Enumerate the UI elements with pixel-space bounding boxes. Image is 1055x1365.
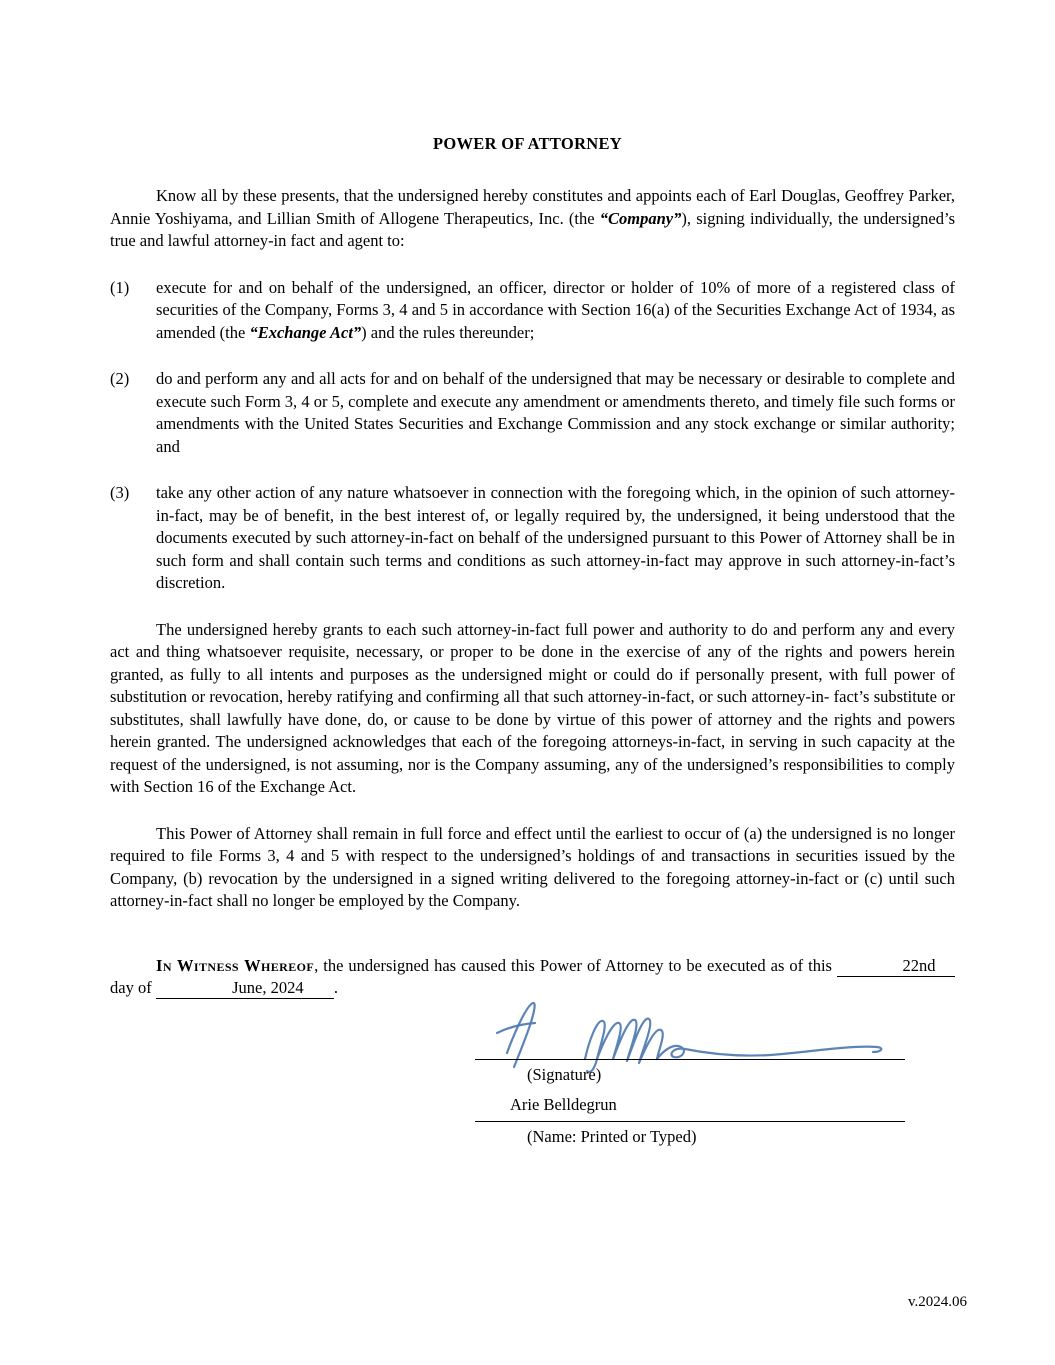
signature-line: [475, 1059, 905, 1060]
item-1-segment-cont: ) and the rules thereunder;: [361, 322, 535, 342]
item-number-3: (3): [110, 483, 130, 502]
witness-between-text: day of: [110, 978, 152, 997]
signature-block: [475, 995, 905, 1160]
date-value: June, 2024: [232, 978, 304, 997]
intro-text: Know all by these presents, that the undersigned hereby constitutes and appoints each of Earl Douglas, Geoffrey Parker, Annie Yoshiyama, and Lillian Smith of Allogene Therapeutics, Inc. (the: [110, 186, 955, 228]
item-text-3: take any other action of any nature whatsoever in connection with the foregoing which, in the opinion of such attorney-in-fact, may be of benefit, in the best interest of, or legally required by, the undersigned, it being understood that the documents executed by such attorney-in-fact on behalf of the undersigned pursuant to this Power of Attorney shall be in such form and shall contain such terms and conditions as such attorney-in-fact may approve in such attorney-in-fact’s discretion.: [156, 483, 955, 592]
duration-paragraph: This Power of Attorney shall remain in full force and effect until the earliest to occur of (a) the undersigned is no longer required to file Forms 3, 4 and 5 with respect to the undersigned’s holdings of and transactions in securities issued by the Company, (b) revocation by the undersigned in a signed writing delivered to the foregoing attorney-in-fact or (c) until such attorney-in-fact shall no longer be employed by the Company.: [110, 823, 955, 910]
grant-paragraph: The undersigned hereby grants to each such attorney-in-fact full power and authority to do and perform any and every act and thing whatsoever requisite, necessary, or proper to be done in the exercise of any of the rights and powers herein granted, as fully to all intents and purposes as the undersigned might or could do if personally present, with full power of substitution or revocation, hereby ratifying and confirming all that such attorney-in-fact, or such attorney-in- fact’s substitute or substitutes, shall lawfully have done, do, or cause to be done by virtue of this power of attorney and the rights and powers herein granted. The undersigned acknowledges that each of the foregoing attorneys-in-fact, in serving in such capacity at the request of the undersigned, is not assuming, nor is the Company assuming, any of the undersigned’s responsibilities to comply with Section 16 of the Exchange Act.: [110, 619, 955, 796]
witness-period: .: [333, 978, 338, 997]
document-body: [110, 185, 955, 1000]
witness-paragraph: [110, 955, 955, 1000]
date-field: [156, 978, 334, 999]
item-text-1: [156, 277, 955, 345]
version-label: v.2024.06: [907, 1294, 967, 1310]
list-item-2: [110, 368, 955, 458]
printed-name-caption: (Name: Printed or Typed): [527, 1127, 697, 1146]
item-1-segment: execute for and on behalf of the undersigned, an officer, director or holder of 10% of more of a registered class of securities of the Company, Forms 3, 4 and 5 in accordance with Section 16(a) of the Securities Exchange Act of 1934, as amended (the: [156, 277, 955, 342]
day-field: [837, 956, 955, 977]
company-term: “Company”: [599, 208, 682, 228]
item-text-2: do and perform any and all acts for and on behalf of the undersigned that may be necessary or desirable to complete and execute such Form 3, 4 or 5, complete and execute any amendment or amendments thereto, and timely file such forms or amendments with the United States Securities and Exchange Commission and any stock exchange or similar authority; and: [156, 369, 955, 456]
item-number-1: (1): [110, 277, 130, 297]
witness-lead: In Witness Whereof: [156, 955, 315, 975]
document-title: POWER OF ATTORNEY: [432, 134, 623, 153]
day-value: 22nd: [902, 955, 936, 975]
intro-text-cont: ), signing individually, the undersigned’s true and lawful attorney-in fact and agent to:: [110, 208, 955, 250]
signature-caption: (Signature): [527, 1065, 602, 1084]
witness-text: , the undersigned has caused this Power of Attorney to be executed as of this: [314, 955, 832, 975]
printed-name-line: [475, 1121, 905, 1122]
exchange-act-term: “Exchange Act”: [249, 322, 362, 342]
intro-paragraph: [110, 185, 955, 253]
item-number-2: (2): [110, 369, 130, 388]
printed-name: Arie Belldegrun: [510, 1095, 617, 1114]
list-item-1: [110, 277, 955, 345]
list-item-3: [110, 482, 955, 595]
